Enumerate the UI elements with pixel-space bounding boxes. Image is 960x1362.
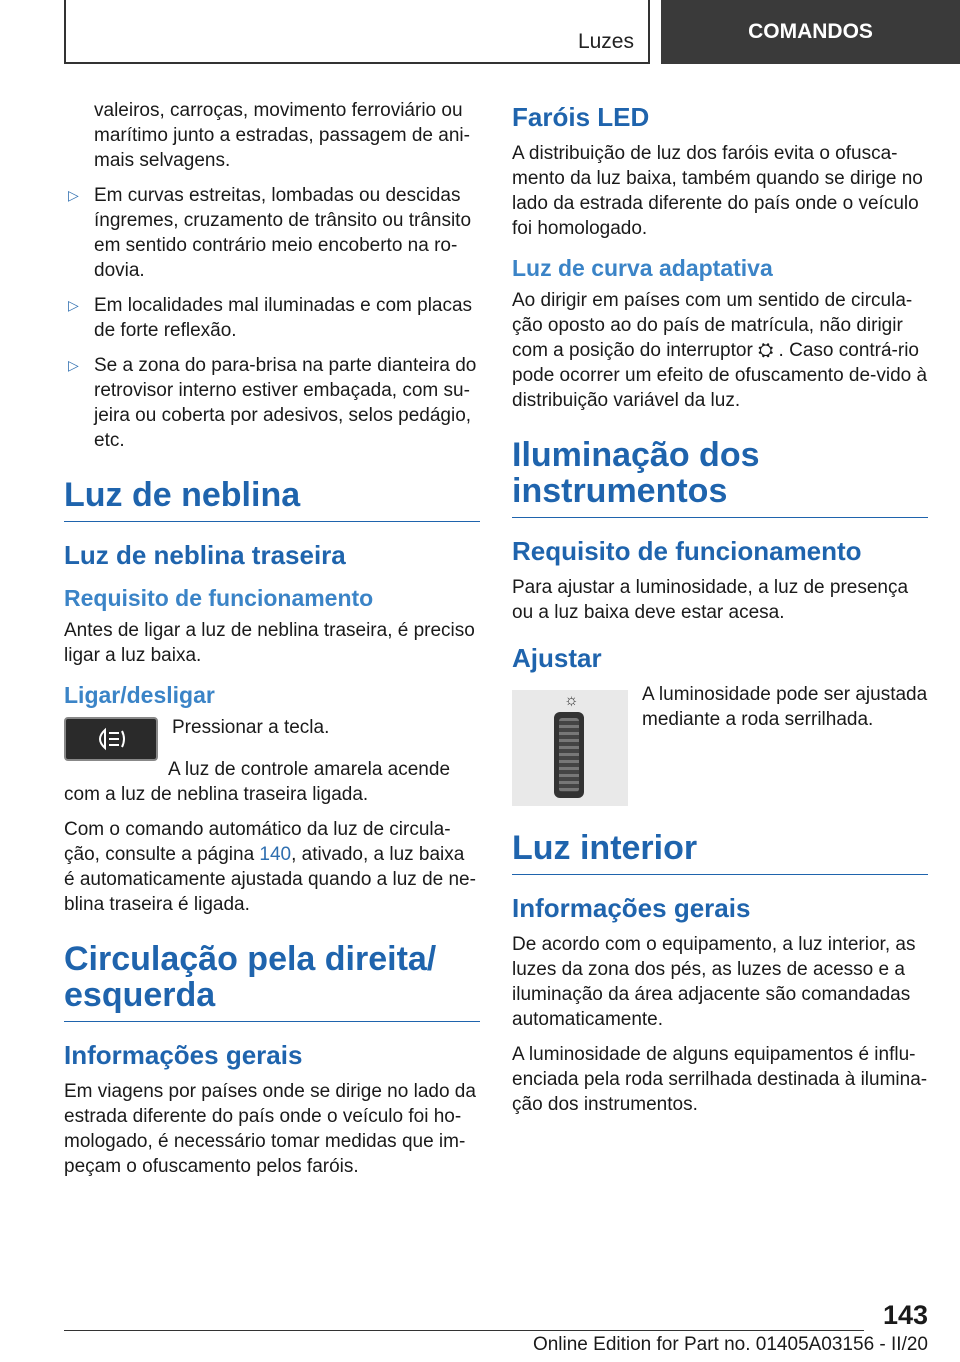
- requirement-right-text: Para ajustar a luminosidade, a luz de presença ou a luz baixa deve estar acesa.: [512, 577, 909, 623]
- chapter-label: COMANDOS: [748, 20, 873, 43]
- footer-rule: [64, 1330, 864, 1331]
- continued-text: valeiros, carroças, movimento ferroviário ou marítimo junto a estradas, passagem de ani-mais selvagens.: [94, 100, 470, 171]
- lamp-text: A luz de controle amarela acende com a luz de neblina traseira ligada.: [64, 759, 451, 805]
- switch-position-icon: ⛭: [758, 340, 774, 361]
- page-link-140[interactable]: 140: [259, 844, 292, 865]
- curve-text-2: . Caso contrá-rio pode ocorrer um efeito de ofuscamento de-vido à distribuição variável da luz.: [512, 340, 928, 411]
- curve-text: [512, 288, 928, 413]
- thumbwheel-image: [512, 690, 628, 806]
- bullet-item: [64, 293, 480, 343]
- header-chapter: [661, 0, 960, 64]
- bullet-triangle-icon: ▷: [68, 297, 79, 313]
- footer-edition: Online Edition for Part no. 01405A03156 - II/20: [532, 1334, 928, 1355]
- requirement-text: Antes de ligar a luz de neblina traseira, é preciso ligar a luz baixa.: [64, 620, 475, 666]
- bullet-text: Em localidades mal iluminadas e com placas de forte reflexão.: [94, 295, 473, 341]
- heading-traffic-side: Circulação pela direita/ esquerda: [64, 941, 480, 1022]
- info-right-text-1: De acordo com o equipamento, a luz interior, as luzes da zona dos pés, as luzes de acesso e a iluminação da área adjacente são comandadas automaticamente.: [512, 934, 916, 1030]
- bullet-item: [64, 353, 480, 453]
- brightness-icon: ☼: [564, 692, 579, 709]
- header-section: Luzes: [577, 30, 634, 53]
- general-info-text: Em viagens por países onde se dirige no lado da estrada diferente do país onde o veículo foi ho-mologado, é necessário tomar medidas que im-peçam o ofuscamento pelos faróis.: [64, 1081, 476, 1177]
- heading-led: Faróis LED: [512, 102, 650, 132]
- left-column: [64, 98, 480, 1189]
- heading-requirement-right: Requisito de funcionamento: [512, 536, 862, 566]
- heading-requirement: Requisito de funcionamento: [64, 585, 374, 611]
- page-number: 143: [882, 1300, 928, 1330]
- heading-on-off: Ligar/desligar: [64, 682, 215, 708]
- bullet-item: [64, 183, 480, 283]
- adjust-text: A luminosidade pode ser ajustada mediante a roda serrilhada.: [642, 684, 928, 730]
- auto-text: [64, 817, 480, 917]
- press-text: Pressionar a tecla.: [172, 717, 330, 738]
- fog-light-button-image: [64, 717, 158, 761]
- bullet-text: Se a zona do para-brisa na parte dianteira do retrovisor interno estiver embaçada, com su-jeira ou coberta por adesivos, selos pedágio, etc.: [94, 355, 477, 451]
- header-rule-right: [648, 0, 650, 64]
- bullet-text: Em curvas estreitas, lombadas ou descidas íngremes, cruzamento de trânsito ou trânsito em sentido contrário meio encoberto na ro-dovia.: [94, 185, 472, 281]
- info-right-text-2: A luminosidade de alguns equipamentos é influ-enciada pela roda serrilhada destinada à ilumina-ção dos instrumentos.: [512, 1044, 928, 1115]
- led-text: A distribuição de luz dos faróis evita o ofusca-mento da luz baixa, também quando se dirige no lado da estrada diferente do país onde o veículo foi homologado.: [512, 143, 923, 239]
- right-column: [512, 98, 928, 1127]
- heading-general-info-right: Informações gerais: [512, 893, 751, 923]
- heading-interior-light: Luz interior: [512, 830, 928, 875]
- heading-adaptive-curve: Luz de curva adaptativa: [512, 255, 773, 281]
- curve-text-1: Ao dirigir em países com um sentido de circula-ção oposto ao do país de matrícula, não dirigir com a posição do interruptor: [512, 290, 913, 361]
- heading-fog-light: Luz de neblina: [64, 477, 480, 522]
- auto-text-1: Com o comando automático da luz de circula-ção, consulte a página: [64, 819, 451, 865]
- thumbwheel-icon: [554, 712, 584, 798]
- heading-instrument-lighting: Iluminação dos instrumentos: [512, 437, 928, 518]
- heading-rear-fog: Luz de neblina traseira: [64, 540, 346, 570]
- rear-fog-icon: [91, 727, 131, 751]
- bullet-triangle-icon: ▷: [68, 187, 79, 203]
- wheel-row: [512, 682, 928, 806]
- heading-adjust: Ajustar: [512, 643, 602, 673]
- fog-button-row: [64, 715, 480, 761]
- auto-text-2: , ativado, a luz baixa é automaticamente ajustada quando a luz de ne-blina traseira é ligada.: [64, 844, 476, 915]
- heading-general-info: Informações gerais: [64, 1040, 303, 1070]
- header-rule-left: [64, 0, 66, 64]
- header-rule: [64, 62, 650, 64]
- bullet-triangle-icon: ▷: [68, 357, 79, 373]
